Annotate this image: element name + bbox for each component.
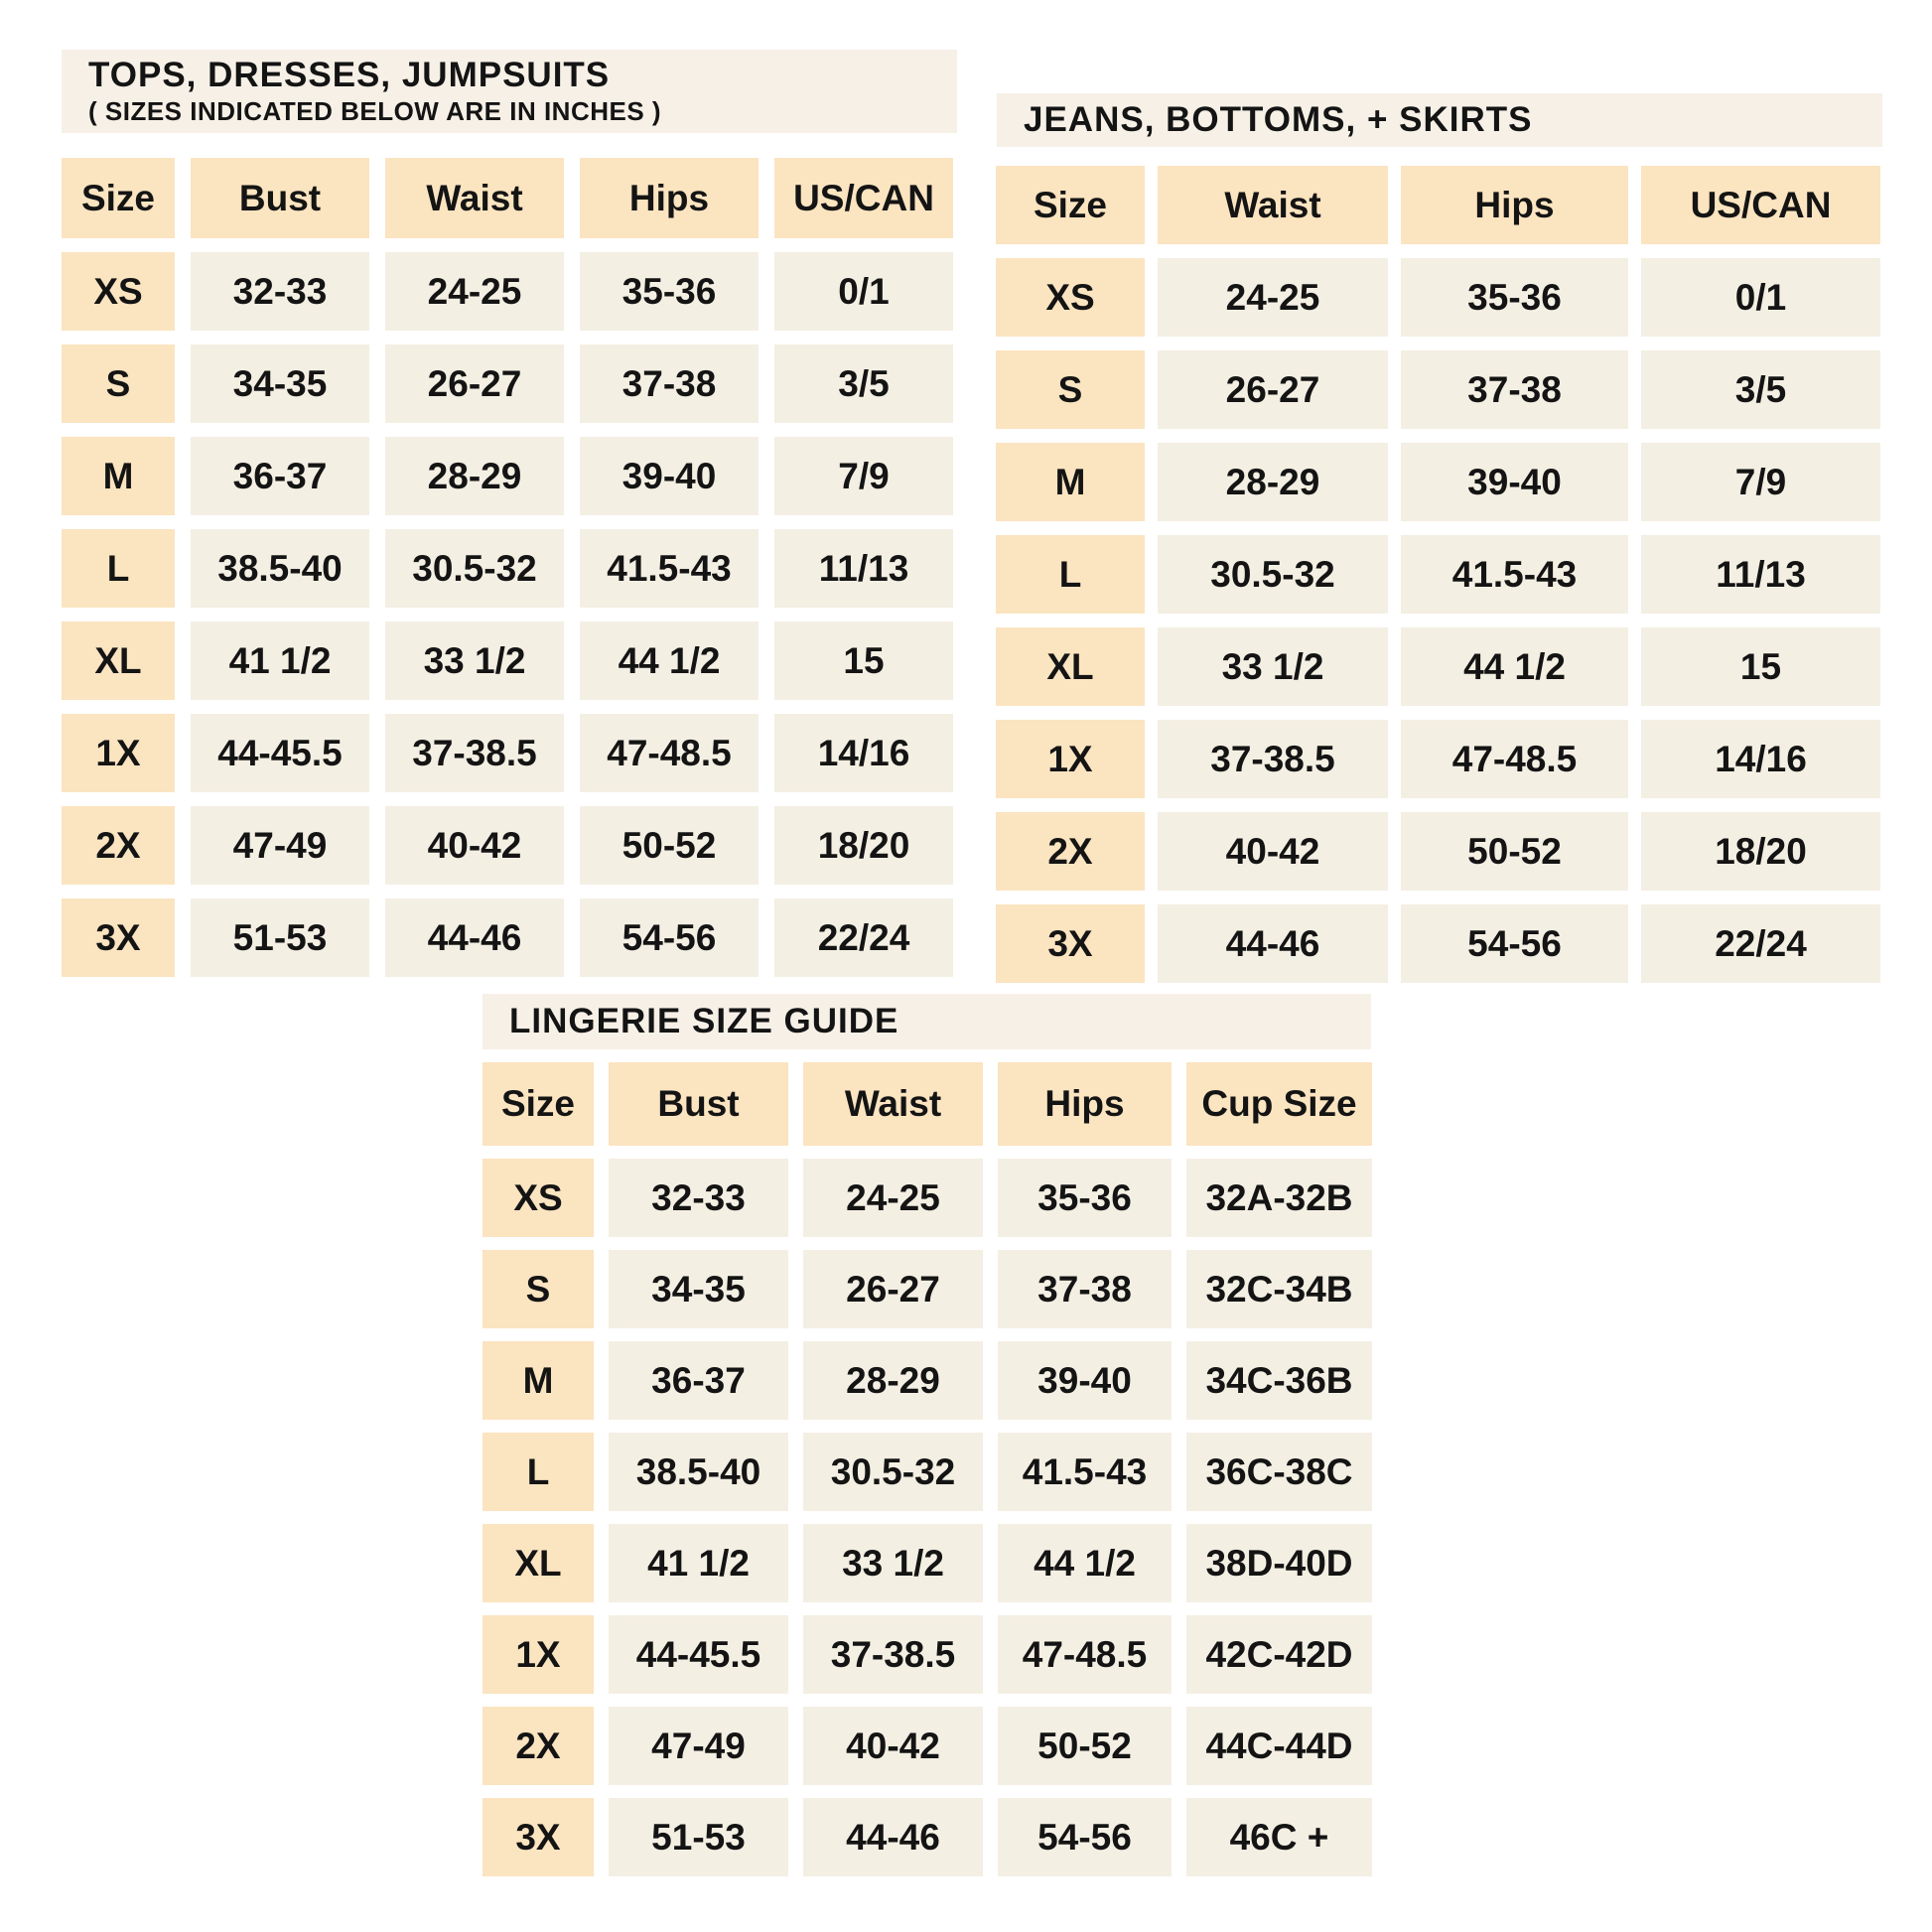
size-cell: L — [483, 1433, 594, 1511]
value-cell: 35-36 — [998, 1159, 1172, 1237]
col-header: US/CAN — [774, 158, 953, 238]
value-cell: 32C-34B — [1186, 1250, 1372, 1328]
value-cell: 22/24 — [774, 898, 953, 977]
value-cell: 40-42 — [1158, 812, 1388, 891]
value-cell: 37-38.5 — [803, 1615, 983, 1694]
value-cell: 28-29 — [385, 437, 564, 515]
value-cell: 11/13 — [774, 529, 953, 608]
value-cell: 51-53 — [609, 1798, 788, 1876]
value-cell: 39-40 — [998, 1341, 1172, 1420]
size-cell: XS — [62, 252, 175, 331]
size-cell: XL — [62, 621, 175, 700]
value-cell: 22/24 — [1641, 904, 1880, 983]
value-cell: 7/9 — [1641, 443, 1880, 521]
value-cell: 41 1/2 — [609, 1524, 788, 1602]
size-cell: S — [483, 1250, 594, 1328]
size-cell: L — [996, 535, 1145, 614]
value-cell: 35-36 — [580, 252, 759, 331]
value-cell: 18/20 — [774, 806, 953, 885]
value-cell: 14/16 — [774, 714, 953, 792]
value-cell: 50-52 — [998, 1707, 1172, 1785]
value-cell: 38D-40D — [1186, 1524, 1372, 1602]
value-cell: 24-25 — [385, 252, 564, 331]
jeans-table-title-banner — [997, 93, 1882, 147]
size-cell: S — [62, 345, 175, 423]
value-cell: 47-48.5 — [580, 714, 759, 792]
value-cell: 47-48.5 — [1401, 720, 1628, 798]
value-cell: 41.5-43 — [1401, 535, 1628, 614]
col-header: Hips — [580, 158, 759, 238]
value-cell: 33 1/2 — [1158, 627, 1388, 706]
value-cell: 44-46 — [385, 898, 564, 977]
tops-table-title: TOPS, DRESSES, JUMPSUITS — [88, 56, 611, 95]
value-cell: 41.5-43 — [580, 529, 759, 608]
value-cell: 44-45.5 — [609, 1615, 788, 1694]
col-header: Bust — [609, 1062, 788, 1146]
value-cell: 7/9 — [774, 437, 953, 515]
lingerie-size-table — [483, 1062, 1372, 1876]
value-cell: 24-25 — [803, 1159, 983, 1237]
value-cell: 50-52 — [1401, 812, 1628, 891]
size-cell: 3X — [62, 898, 175, 977]
value-cell: 3/5 — [774, 345, 953, 423]
value-cell: 33 1/2 — [803, 1524, 983, 1602]
value-cell: 39-40 — [580, 437, 759, 515]
col-header: Size — [483, 1062, 594, 1146]
col-header: US/CAN — [1641, 166, 1880, 244]
value-cell: 14/16 — [1641, 720, 1880, 798]
size-cell: M — [62, 437, 175, 515]
tops-size-table — [62, 158, 953, 977]
size-cell: S — [996, 350, 1145, 429]
value-cell: 50-52 — [580, 806, 759, 885]
value-cell: 26-27 — [803, 1250, 983, 1328]
col-header: Waist — [385, 158, 564, 238]
value-cell: 44-45.5 — [191, 714, 369, 792]
value-cell: 42C-42D — [1186, 1615, 1372, 1694]
value-cell: 54-56 — [580, 898, 759, 977]
value-cell: 28-29 — [1158, 443, 1388, 521]
size-cell: 3X — [483, 1798, 594, 1876]
col-header: Hips — [1401, 166, 1628, 244]
value-cell: 32-33 — [609, 1159, 788, 1237]
lingerie-table-title: LINGERIE SIZE GUIDE — [509, 1001, 899, 1040]
value-cell: 26-27 — [1158, 350, 1388, 429]
value-cell: 38.5-40 — [609, 1433, 788, 1511]
value-cell: 54-56 — [998, 1798, 1172, 1876]
size-cell: 1X — [483, 1615, 594, 1694]
value-cell: 26-27 — [385, 345, 564, 423]
value-cell: 47-49 — [191, 806, 369, 885]
value-cell: 34-35 — [609, 1250, 788, 1328]
value-cell: 44 1/2 — [1401, 627, 1628, 706]
tops-table-subtitle: ( SIZES INDICATED BELOW ARE IN INCHES ) — [88, 95, 662, 126]
size-cell: 1X — [996, 720, 1145, 798]
value-cell: 0/1 — [774, 252, 953, 331]
value-cell: 44 1/2 — [580, 621, 759, 700]
col-header: Waist — [803, 1062, 983, 1146]
tops-table-title-banner — [62, 50, 957, 133]
value-cell: 34-35 — [191, 345, 369, 423]
value-cell: 47-49 — [609, 1707, 788, 1785]
value-cell: 54-56 — [1401, 904, 1628, 983]
value-cell: 37-38.5 — [385, 714, 564, 792]
size-cell: XS — [996, 258, 1145, 337]
size-cell: M — [996, 443, 1145, 521]
value-cell: 32A-32B — [1186, 1159, 1372, 1237]
value-cell: 44-46 — [1158, 904, 1388, 983]
col-header: Size — [996, 166, 1145, 244]
value-cell: 36-37 — [191, 437, 369, 515]
col-header: Bust — [191, 158, 369, 238]
value-cell: 30.5-32 — [803, 1433, 983, 1511]
value-cell: 40-42 — [385, 806, 564, 885]
col-header: Hips — [998, 1062, 1172, 1146]
size-cell: XS — [483, 1159, 594, 1237]
value-cell: 3/5 — [1641, 350, 1880, 429]
value-cell: 47-48.5 — [998, 1615, 1172, 1694]
value-cell: 37-38 — [1401, 350, 1628, 429]
value-cell: 41.5-43 — [998, 1433, 1172, 1511]
col-header: Size — [62, 158, 175, 238]
size-cell: 2X — [62, 806, 175, 885]
value-cell: 37-38 — [580, 345, 759, 423]
value-cell: 30.5-32 — [1158, 535, 1388, 614]
value-cell: 28-29 — [803, 1341, 983, 1420]
size-cell: M — [483, 1341, 594, 1420]
value-cell: 33 1/2 — [385, 621, 564, 700]
value-cell: 0/1 — [1641, 258, 1880, 337]
value-cell: 32-33 — [191, 252, 369, 331]
value-cell: 37-38.5 — [1158, 720, 1388, 798]
jeans-size-table — [996, 166, 1880, 983]
value-cell: 44 1/2 — [998, 1524, 1172, 1602]
value-cell: 36-37 — [609, 1341, 788, 1420]
value-cell: 38.5-40 — [191, 529, 369, 608]
value-cell: 37-38 — [998, 1250, 1172, 1328]
value-cell: 34C-36B — [1186, 1341, 1372, 1420]
value-cell: 18/20 — [1641, 812, 1880, 891]
size-cell: 3X — [996, 904, 1145, 983]
value-cell: 46C + — [1186, 1798, 1372, 1876]
value-cell: 44-46 — [803, 1798, 983, 1876]
value-cell: 15 — [774, 621, 953, 700]
value-cell: 15 — [1641, 627, 1880, 706]
value-cell: 36C-38C — [1186, 1433, 1372, 1511]
size-cell: 2X — [483, 1707, 594, 1785]
lingerie-table-title-banner — [483, 994, 1371, 1049]
jeans-table-title: JEANS, BOTTOMS, + SKIRTS — [1024, 99, 1533, 139]
value-cell: 44C-44D — [1186, 1707, 1372, 1785]
value-cell: 24-25 — [1158, 258, 1388, 337]
size-cell: L — [62, 529, 175, 608]
value-cell: 39-40 — [1401, 443, 1628, 521]
value-cell: 51-53 — [191, 898, 369, 977]
value-cell: 35-36 — [1401, 258, 1628, 337]
value-cell: 40-42 — [803, 1707, 983, 1785]
value-cell: 41 1/2 — [191, 621, 369, 700]
value-cell: 30.5-32 — [385, 529, 564, 608]
size-cell: 1X — [62, 714, 175, 792]
size-cell: XL — [483, 1524, 594, 1602]
size-cell: XL — [996, 627, 1145, 706]
value-cell: 11/13 — [1641, 535, 1880, 614]
size-cell: 2X — [996, 812, 1145, 891]
col-header: Waist — [1158, 166, 1388, 244]
col-header: Cup Size — [1186, 1062, 1372, 1146]
